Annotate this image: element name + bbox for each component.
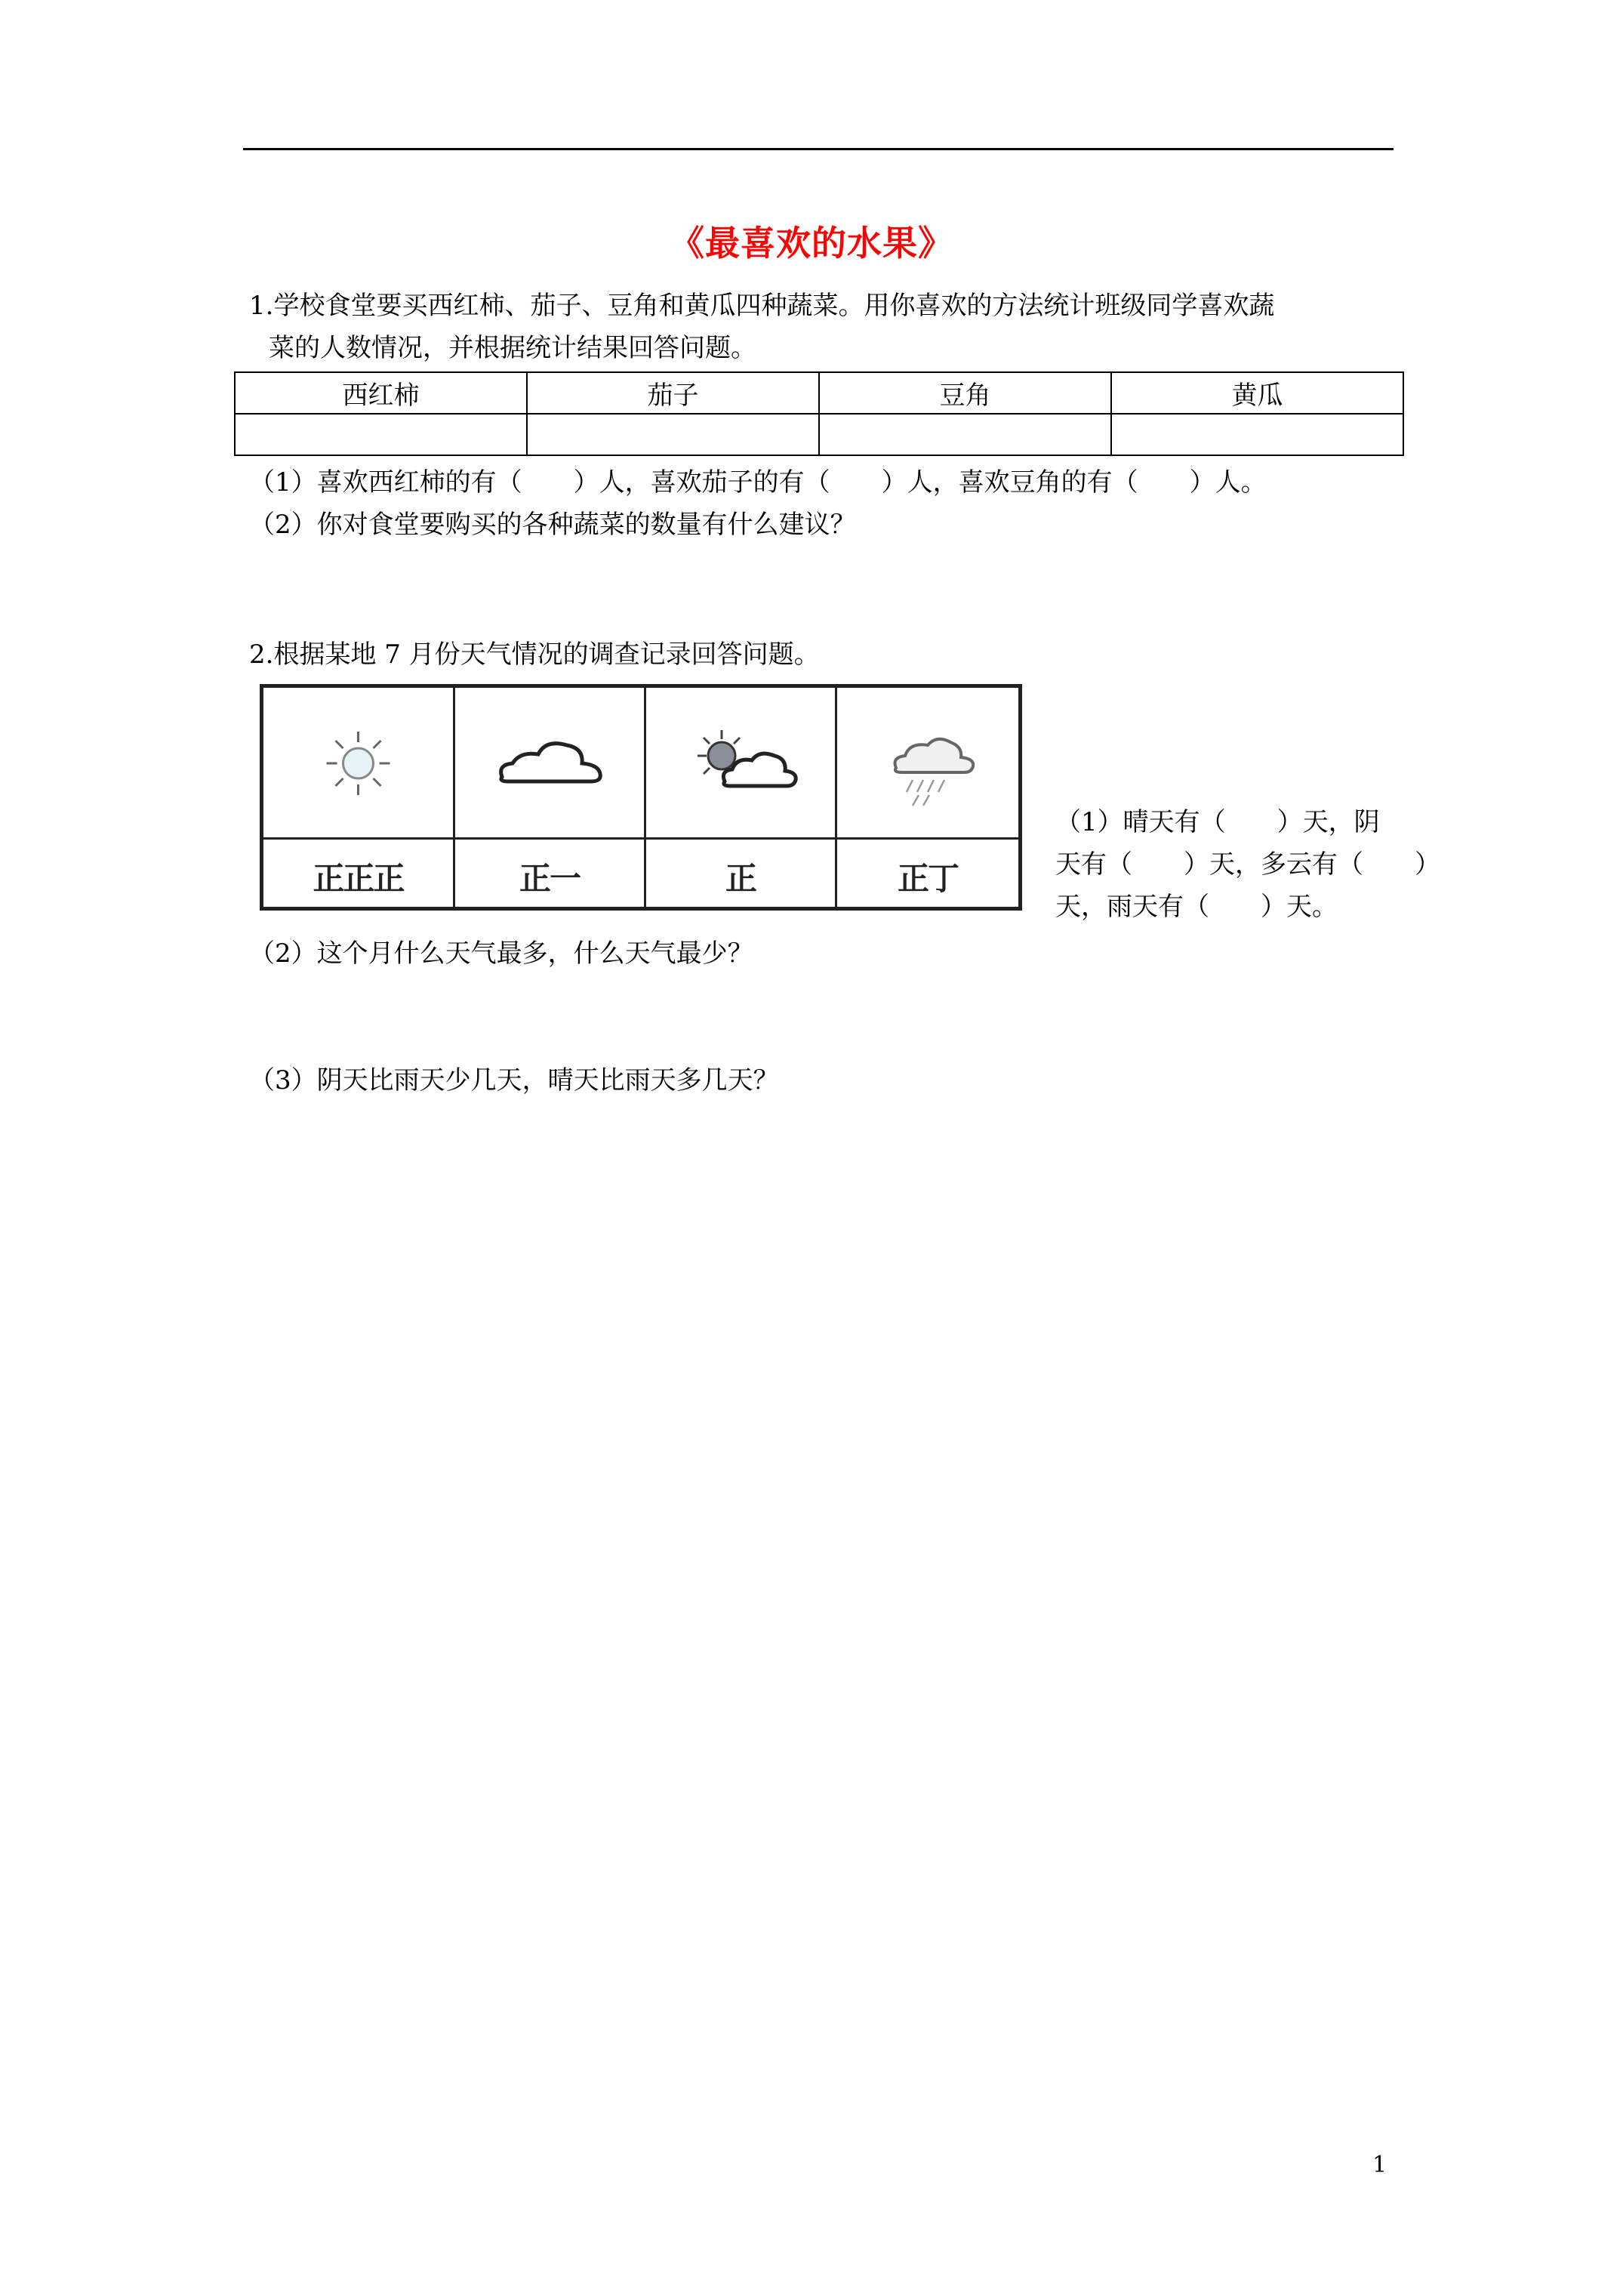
weather-column-cloudy xyxy=(455,688,646,907)
q2-sub1-line1: （1）晴天有（ ）天，阴 xyxy=(1055,807,1380,837)
q2-intro: 2.根据某地 7 月份天气情况的调查记录回答问题。 xyxy=(249,639,820,670)
partly-cloudy-icon xyxy=(646,709,835,815)
table-cell xyxy=(527,414,819,455)
q2-sub1-line3: 天，雨天有（ ）天。 xyxy=(1055,892,1338,922)
table-cell xyxy=(1111,414,1403,455)
table-header-cell: 黄瓜 xyxy=(1111,372,1403,414)
tally-partly-cloudy: 正 xyxy=(725,860,756,897)
sun-icon xyxy=(263,709,453,815)
q1-sub1: （1）喜欢西红柿的有（ ）人，喜欢茄子的有（ ）人，喜欢豆角的有（ ）人。 xyxy=(249,467,1267,498)
weather-column-rainy xyxy=(837,688,1018,907)
vegetable-table xyxy=(234,371,1404,456)
tally-rainy: 正丁 xyxy=(897,860,958,897)
table-header-cell: 豆角 xyxy=(819,372,1111,414)
tally-sunny: 正正正 xyxy=(313,860,404,897)
table-header-row xyxy=(235,372,1403,414)
page-title: 《最喜欢的水果》 xyxy=(670,223,953,264)
tally-cloudy: 正一 xyxy=(519,860,580,897)
q2-sub2: （2）这个月什么天气最多，什么天气最少？ xyxy=(249,938,753,969)
q2-sub3: （3）阴天比雨天少几天，晴天比雨天多几天？ xyxy=(249,1065,779,1096)
table-header-cell: 茄子 xyxy=(527,372,819,414)
q1-text-line2: 菜的人数情况，并根据统计结果回答问题。 xyxy=(269,333,756,363)
weather-column-partly-cloudy xyxy=(646,688,837,907)
header-rule xyxy=(243,148,1394,150)
weather-tally-table xyxy=(260,684,1022,911)
weather-column-sunny xyxy=(263,688,455,907)
table-row xyxy=(235,414,1403,455)
table-cell xyxy=(235,414,527,455)
table-cell xyxy=(819,414,1111,455)
q1-text-line1: 1.学校食堂要买西红柿、茄子、豆角和黄瓜四种蔬菜。用你喜欢的方法统计班级同学喜欢蔬 xyxy=(249,291,1275,321)
q2-sub1-line2: 天有（ ）天，多云有（ ） xyxy=(1055,849,1440,880)
q1-sub2: （2）你对食堂要购买的各种蔬菜的数量有什么建议？ xyxy=(249,510,856,540)
rain-icon xyxy=(837,709,1018,815)
table-header-cell: 西红柿 xyxy=(235,372,527,414)
page-number: 1 xyxy=(1372,2152,1387,2178)
cloud-icon xyxy=(455,709,644,815)
